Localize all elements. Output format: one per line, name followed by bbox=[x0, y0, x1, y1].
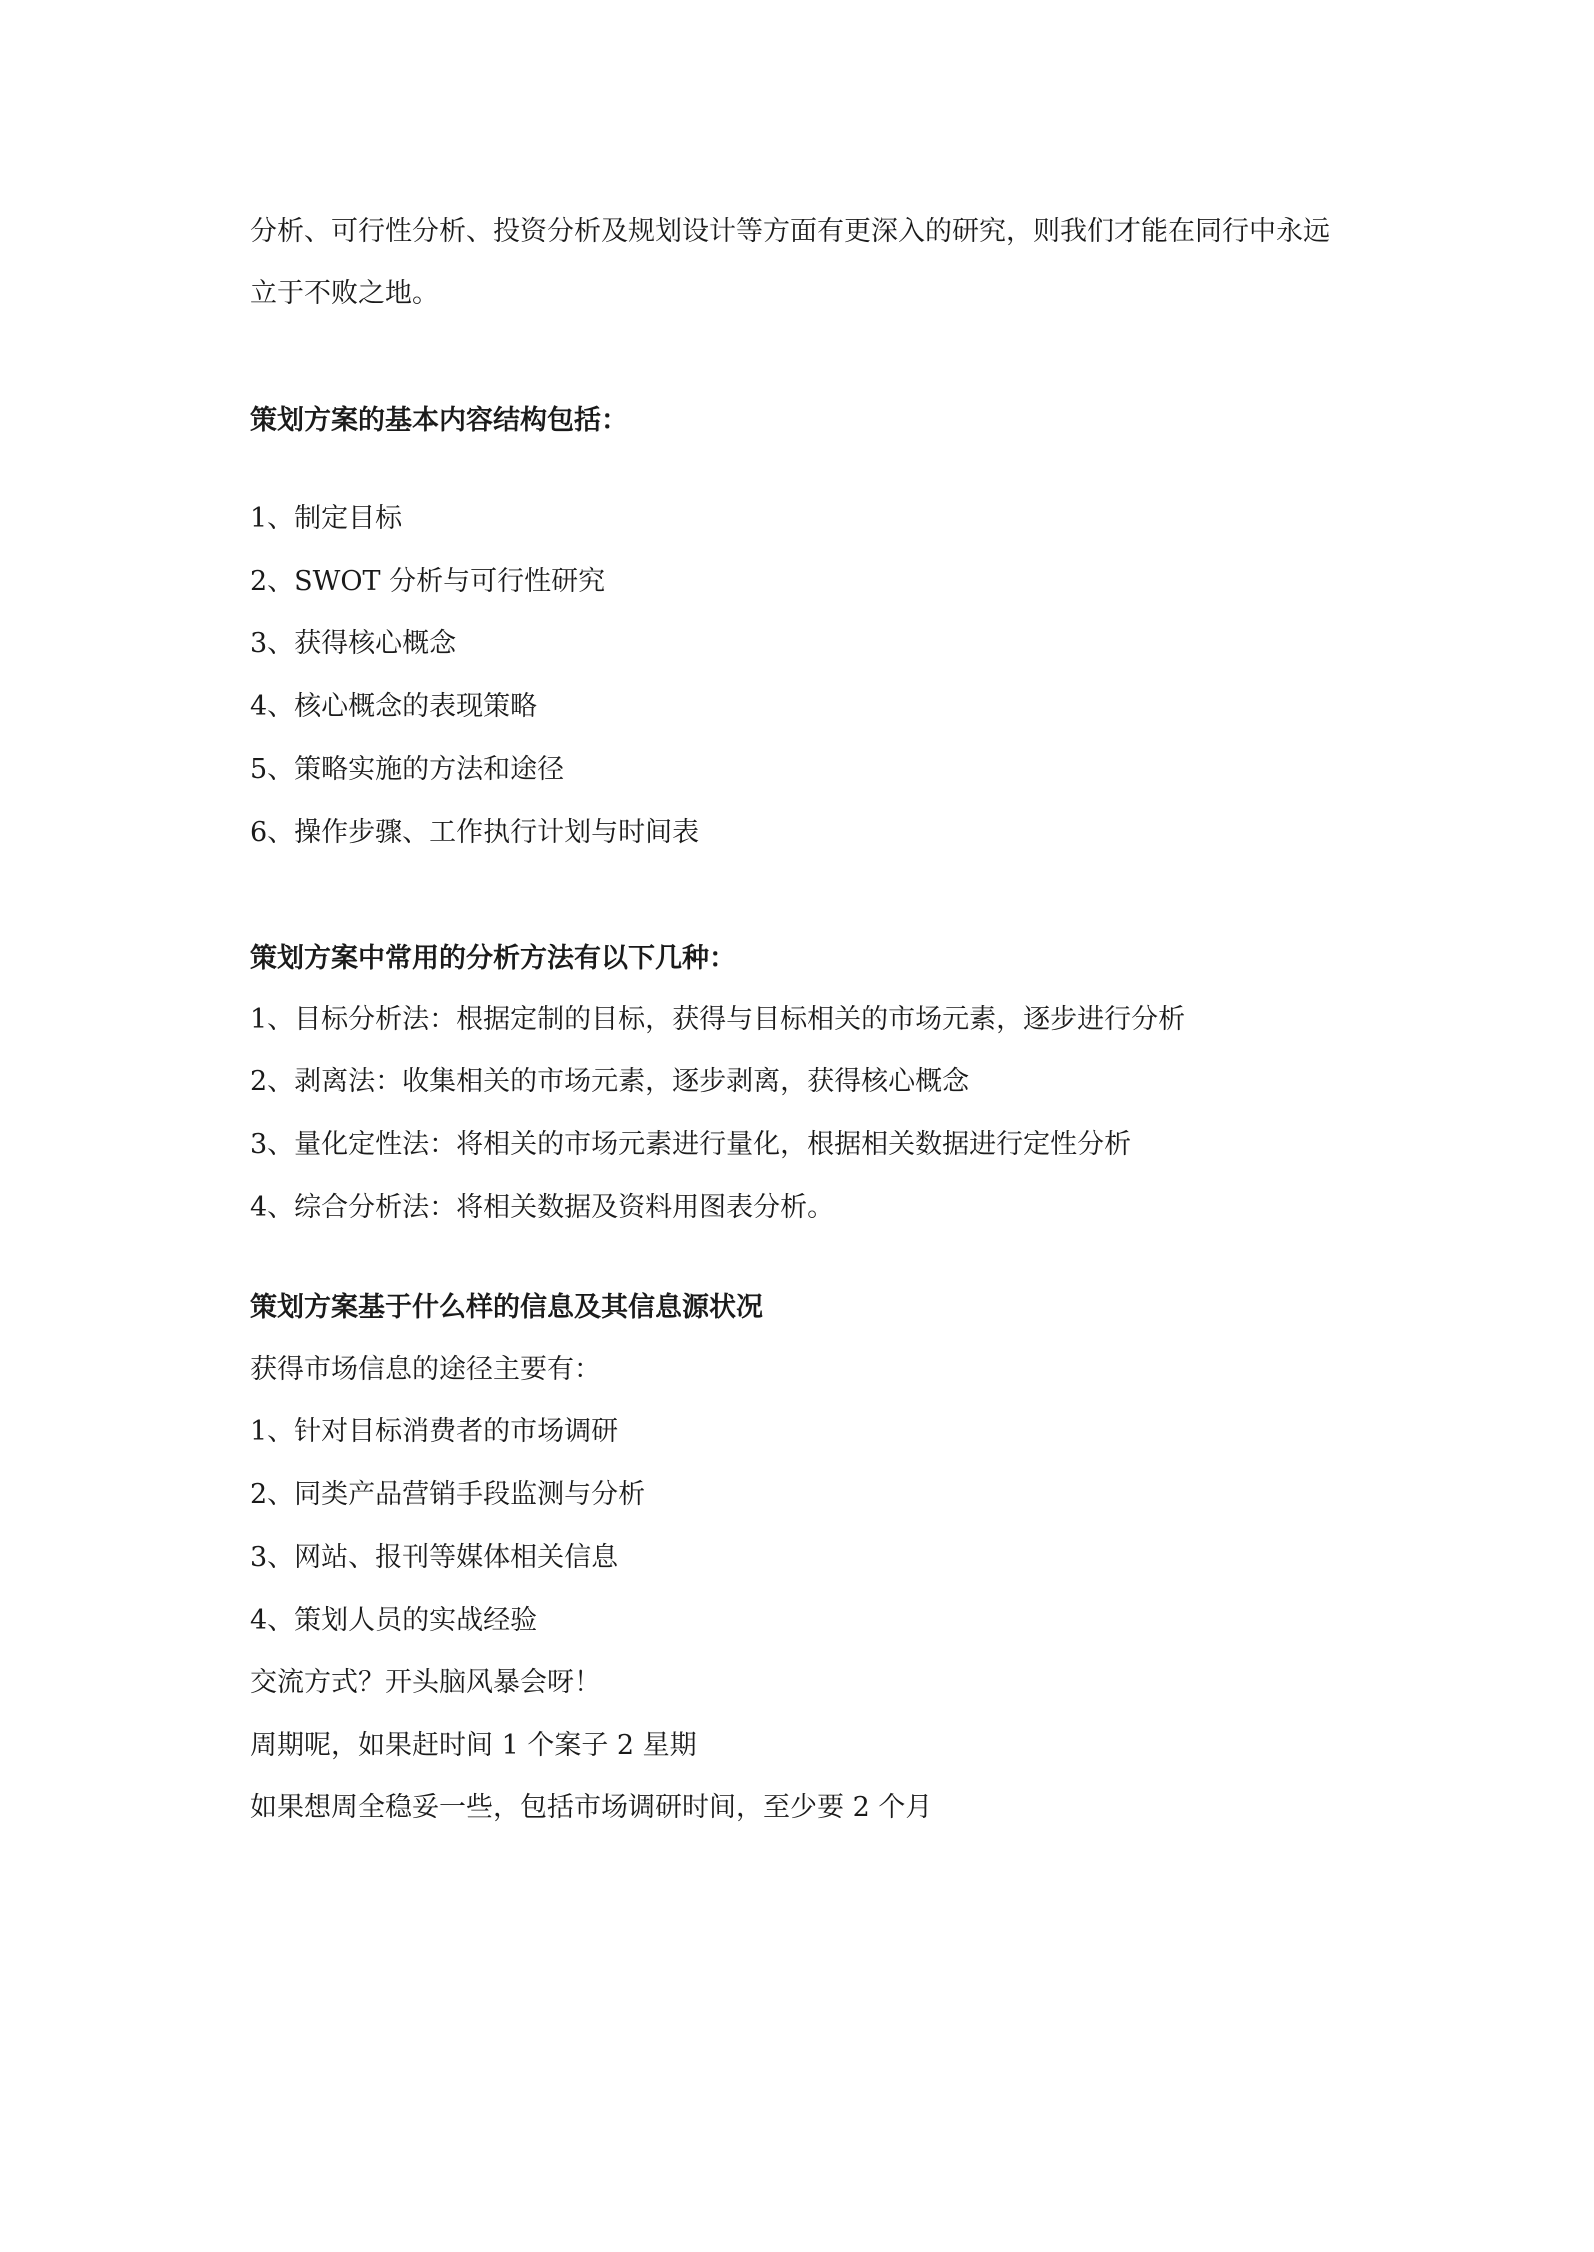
list-item: 3、网站、报刊等媒体相关信息 bbox=[250, 1542, 619, 1573]
list-item: 2、剥离法：收集相关的市场元素，逐步剥离，获得核心概念 bbox=[250, 1066, 970, 1097]
closing-line: 如果想周全稳妥一些，包括市场调研时间，至少要 2 个月 bbox=[250, 1792, 933, 1823]
list-item: 4、综合分析法：将相关数据及资料用图表分析。 bbox=[250, 1192, 835, 1223]
list-item: 1、目标分析法：根据定制的目标，获得与目标相关的市场元素，逐步进行分析 bbox=[250, 1004, 1186, 1035]
structure-heading: 策划方案的基本内容结构包括： bbox=[250, 405, 628, 436]
intro-line-1: 分析、可行性分析、投资分析及规划设计等方面有更深入的研究，则我们才能在同行中永远 bbox=[250, 216, 1330, 247]
info-intro: 获得市场信息的途径主要有： bbox=[250, 1354, 601, 1385]
intro-line-2: 立于不败之地。 bbox=[250, 278, 439, 309]
list-item: 1、制定目标 bbox=[250, 503, 403, 534]
info-heading: 策划方案基于什么样的信息及其信息源状况 bbox=[250, 1292, 763, 1323]
list-item: 5、策略实施的方法和途径 bbox=[250, 754, 565, 785]
list-item: 2、SWOT 分析与可行性研究 bbox=[250, 566, 606, 597]
list-item: 3、获得核心概念 bbox=[250, 628, 457, 659]
list-item: 4、核心概念的表现策略 bbox=[250, 691, 538, 722]
methods-heading: 策划方案中常用的分析方法有以下几种： bbox=[250, 943, 736, 974]
list-item: 6、操作步骤、工作执行计划与时间表 bbox=[250, 817, 700, 848]
list-item: 4、策划人员的实战经验 bbox=[250, 1605, 538, 1636]
list-item: 2、同类产品营销手段监测与分析 bbox=[250, 1479, 646, 1510]
list-item: 3、量化定性法：将相关的市场元素进行量化，根据相关数据进行定性分析 bbox=[250, 1129, 1132, 1160]
closing-line: 交流方式？开头脑风暴会呀！ bbox=[250, 1667, 601, 1698]
closing-line: 周期呢，如果赶时间 1 个案子 2 星期 bbox=[250, 1730, 697, 1761]
list-item: 1、针对目标消费者的市场调研 bbox=[250, 1416, 619, 1447]
